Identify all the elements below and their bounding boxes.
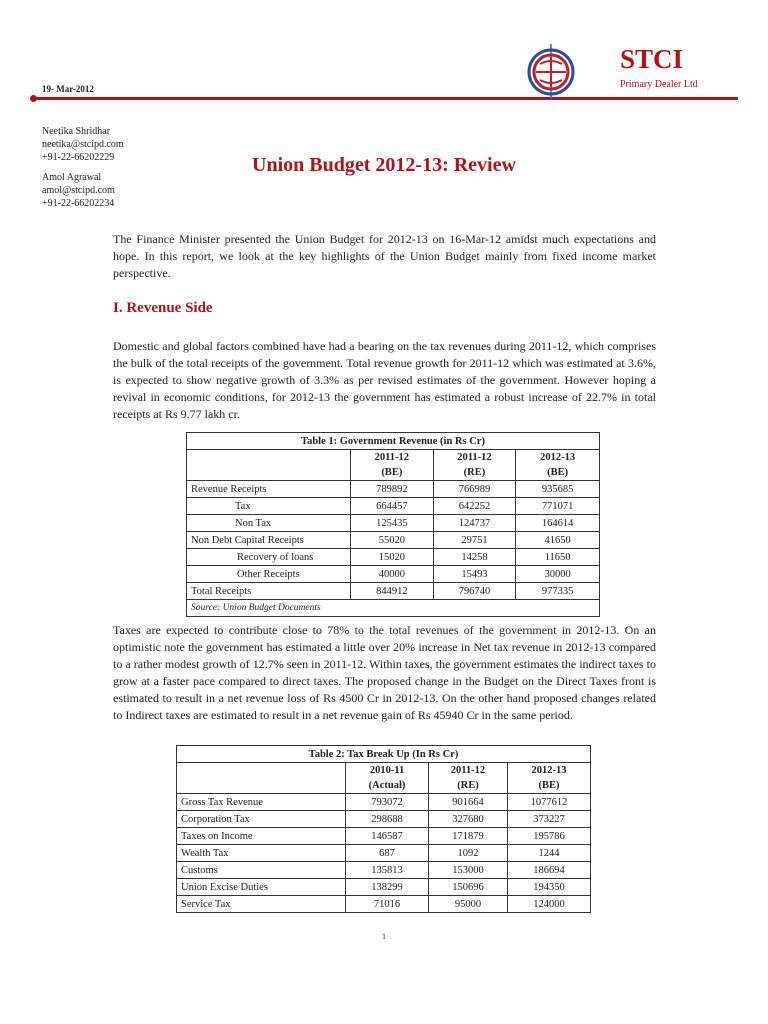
column-header (433, 450, 516, 481)
row-label: Non Tax (187, 515, 351, 532)
row-label: Customs (177, 862, 346, 879)
table-row (187, 583, 600, 600)
table-cell: 642252 (433, 498, 516, 515)
brand-name: STCI (620, 44, 684, 74)
table-cell: 796740 (433, 583, 516, 600)
row-label: Total Receipts (187, 583, 351, 600)
table-row (187, 498, 600, 515)
table-cell: 298688 (346, 811, 429, 828)
row-label: Recovery of loans (187, 549, 351, 566)
contact-name: Amol Agrawal (42, 172, 102, 183)
table-cell: 687 (346, 845, 429, 862)
table-cell: 153000 (429, 862, 508, 879)
column-header-line: (BE) (381, 467, 403, 478)
column-header (351, 450, 434, 481)
table-row (187, 532, 600, 549)
column-header-line: (Actual) (368, 780, 406, 791)
table-cell: 41650 (516, 532, 600, 549)
table-caption: Table 1: Government Revenue (in Rs Cr) (187, 433, 600, 450)
table-cell: 171879 (429, 828, 508, 845)
table-cell: 194350 (507, 879, 590, 896)
brand-subtitle: Primary Dealer Ltd (620, 79, 698, 90)
table-cell: 15493 (433, 566, 516, 583)
contact-phone: +91-22-66202229 (42, 152, 115, 163)
table-cell: 844912 (351, 583, 434, 600)
column-header-line: (BE) (547, 467, 569, 478)
column-header-line: 2010-11 (369, 765, 405, 776)
row-label: Tax (187, 498, 351, 515)
table-cell: 138299 (346, 879, 429, 896)
contact-email[interactable]: amol@stcipd.com (42, 185, 115, 196)
tax-breakup-table (176, 745, 591, 913)
table-cell: 789892 (351, 481, 434, 498)
column-header-line: 2012-13 (540, 452, 576, 463)
column-header (507, 763, 590, 794)
table-row (187, 481, 600, 498)
row-label: Taxes on Income (177, 828, 346, 845)
row-label: Service Tax (177, 896, 346, 913)
table-caption: Table 2: Tax Break Up (In Rs Cr) (177, 746, 591, 763)
table-cell: 124000 (507, 896, 590, 913)
page-number: 1 (382, 932, 386, 941)
row-label: Union Excise Duties (177, 879, 346, 896)
table-cell: 135813 (346, 862, 429, 879)
table-cell: 95000 (429, 896, 508, 913)
section-heading: I. Revenue Side (113, 300, 213, 316)
column-header (516, 450, 600, 481)
table-cell: 164614 (516, 515, 600, 532)
table-cell: 55020 (351, 532, 434, 549)
contact-name: Neetika Shridhar (42, 126, 111, 137)
row-label: Gross Tax Revenue (177, 794, 346, 811)
table-header-blank (177, 763, 346, 794)
table-source: Source: Union Budget Documents (187, 600, 600, 617)
table-cell: 1244 (507, 845, 590, 862)
body-paragraph: Taxes are expected to contribute close to 78% to the total revenues of the government in 2012-13. On an optimistic note the government has estimated a little over 20% increase in Net tax revenue in 2012-13 compared to a rather modest growth of 12.7% seen in 2011-12. Within taxes, the government estimates the indirect taxes to grow at a faster pace compared to direct taxes. The proposed change in the Budget on the Direct Taxes front is estimated to result in a net revenue loss of Rs 4500 Cr in 2012-13. On the other hand proposed changes related to Indirect taxes are estimated to result in a net revenue gain of Rs 45940 Cr in the same period. (113, 623, 656, 722)
table-cell: 766989 (433, 481, 516, 498)
contact-email[interactable]: neetika@stcipd.com (42, 139, 124, 150)
table-cell: 14258 (433, 549, 516, 566)
table-cell: 146587 (346, 828, 429, 845)
table-cell: 1077612 (507, 794, 590, 811)
table-row (187, 566, 600, 583)
column-header-line: (RE) (463, 467, 486, 478)
table-cell: 373227 (507, 811, 590, 828)
table-cell: 150696 (429, 879, 508, 896)
table-cell: 40000 (351, 566, 434, 583)
column-header-line: (RE) (457, 780, 479, 791)
table-cell: 327680 (429, 811, 508, 828)
table-cell: 935685 (516, 481, 600, 498)
table-row (177, 794, 591, 811)
row-label: Wealth Tax (177, 845, 346, 862)
table-cell: 664457 (351, 498, 434, 515)
row-label: Revenue Receipts (187, 481, 351, 498)
column-header (346, 763, 429, 794)
table-cell: 11650 (516, 549, 600, 566)
table-row (177, 862, 591, 879)
table-cell: 977335 (516, 583, 600, 600)
contact-phone: +91-22-66202234 (42, 198, 115, 209)
table-row (177, 845, 591, 862)
table-cell: 1092 (429, 845, 508, 862)
row-label: Other Receipts (187, 566, 351, 583)
column-header (429, 763, 508, 794)
header-rule (32, 97, 738, 100)
column-header-line: 2011-12 (450, 765, 486, 776)
row-label: Non Debt Capital Receipts (187, 532, 351, 549)
table-cell: 186694 (507, 862, 590, 879)
table-row (177, 828, 591, 845)
report-title-text: Union Budget 2012-13: Review (252, 154, 516, 176)
table-cell: 901664 (429, 794, 508, 811)
table-cell: 195786 (507, 828, 590, 845)
table-cell: 29751 (433, 532, 516, 549)
table-row (187, 549, 600, 566)
table-cell: 15020 (351, 549, 434, 566)
body-paragraph: Domestic and global factors combined have had a bearing on the tax revenues during 2011-12, which comprises the bulk of the total receipts of the government. Total revenue growth for 2011-12 which was estimated at 3.6%, is expected to show negative growth of 3.3% as per revised estimates of the government. However hoping a revival in economic conditions, for 2012-13 the government has estimated a robust increase of 22.7% in total receipts at Rs 9.77 lakh cr. (113, 339, 656, 421)
table-cell: 793072 (346, 794, 429, 811)
row-label: Corporation Tax (177, 811, 346, 828)
table-row (177, 896, 591, 913)
table-cell: 30000 (516, 566, 600, 583)
table-row (187, 515, 600, 532)
intro-paragraph: The Finance Minister presented the Union Budget for 2012-13 on 16-Mar-12 amidst much expectations and hope. In this report, we look at the key highlights of the Union Budget mainly from fixed income market perspective. (113, 232, 656, 280)
report-date: 19- Mar-2012 (42, 84, 94, 94)
table-row (177, 879, 591, 896)
table-cell: 124737 (433, 515, 516, 532)
column-header-line: (BE) (538, 780, 560, 791)
column-header-line: 2011-12 (457, 452, 492, 463)
stci-logo-icon (526, 44, 576, 100)
column-header-line: 2011-12 (374, 452, 410, 463)
table-cell: 771071 (516, 498, 600, 515)
government-revenue-table (186, 432, 600, 617)
table-row (177, 811, 591, 828)
table-cell: 125435 (351, 515, 434, 532)
table-cell: 71016 (346, 896, 429, 913)
column-header-line: 2012-13 (531, 765, 567, 776)
report-title (0, 154, 768, 177)
table-header-blank (187, 450, 351, 481)
